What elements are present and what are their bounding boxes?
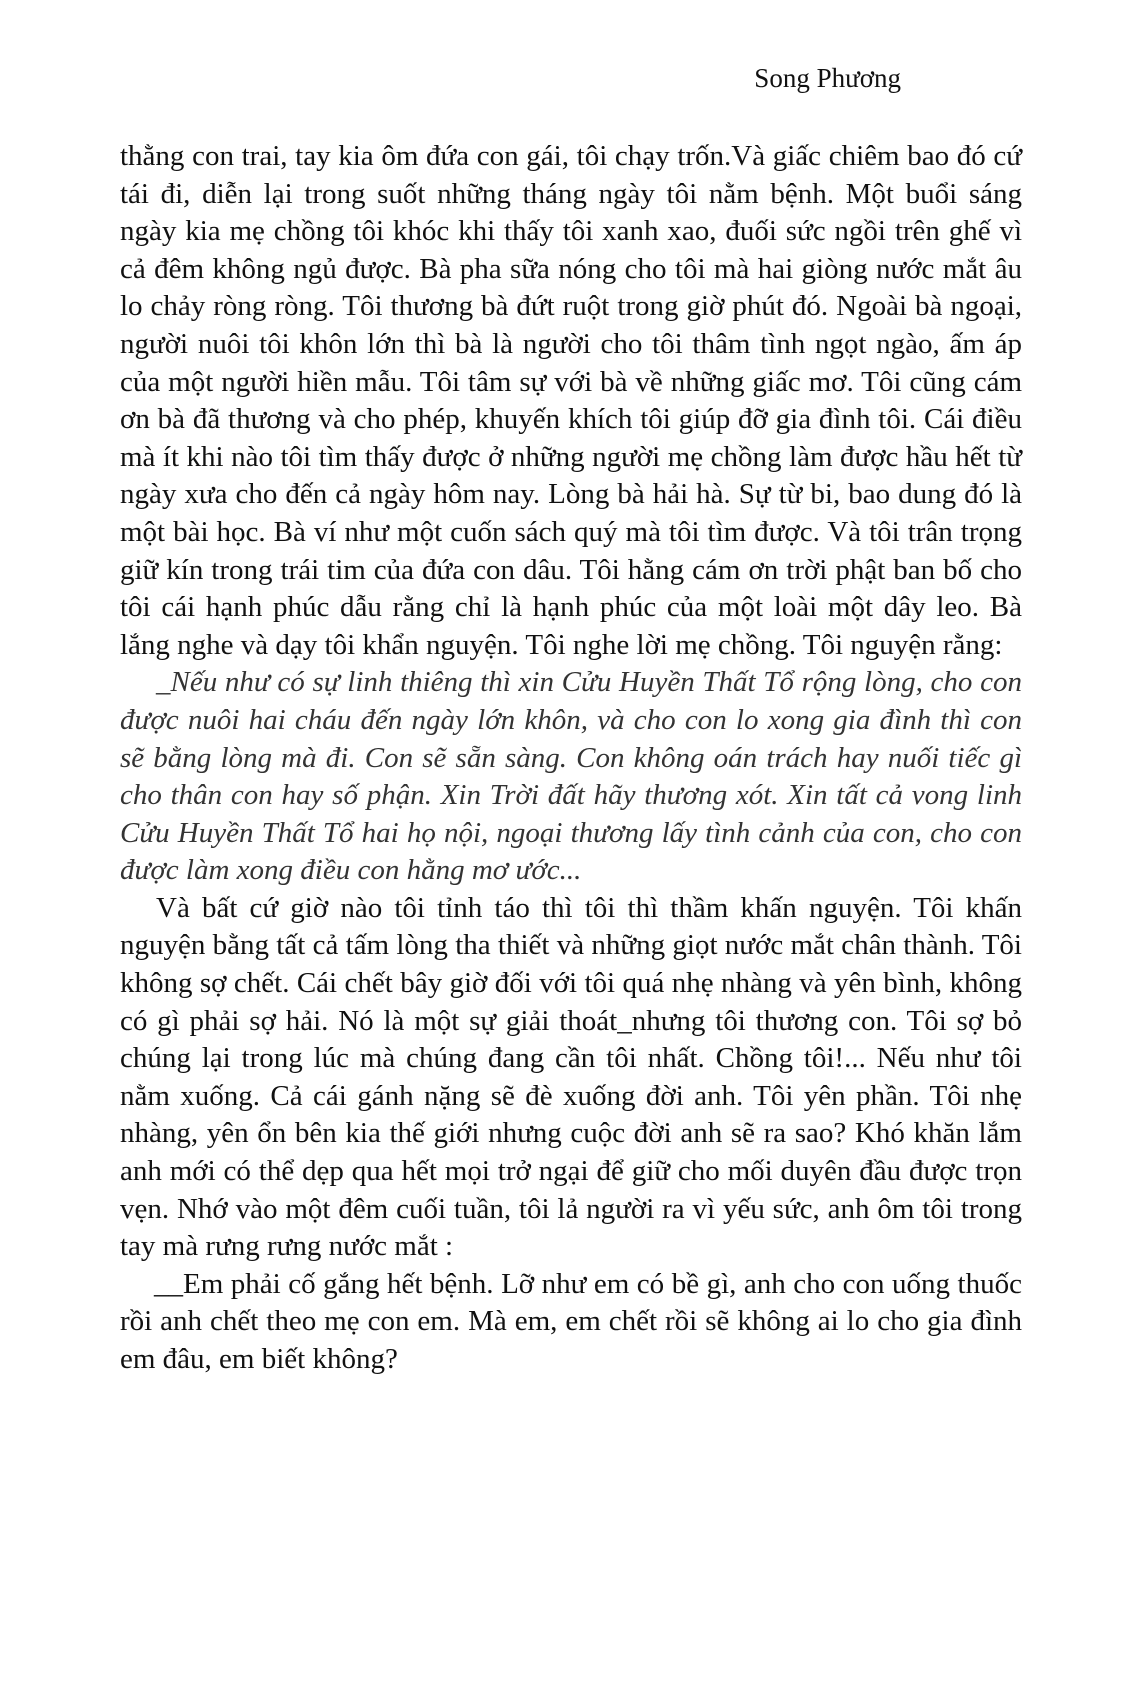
paragraph-prayer: _Nếu như có sự linh thiêng thì xin Cửu Huyền Thất Tổ rộng lòng, cho con được nuôi hai cháu đến ngày lớn khôn, và cho con lo xong gia đình thì con sẽ bằng lòng mà đi. Con sẽ sẵn sàng. Con không oán trách hay nuối tiếc gì cho thân con hay số phận. Xin Trời đất hãy thương xót. Xin tất cả vong linh Cửu Huyền Thất Tổ hai họ nội, ngoại thương lấy tình cảnh của con, cho con được làm xong điều con hằng mơ ước... [120, 666, 1022, 887]
running-header-author: Song Phương [754, 63, 901, 93]
paragraph-dialogue: __Em phải cố gắng hết bệnh. Lỡ như em có bề gì, anh cho con uống thuốc rồi anh chết theo mẹ con em. Mà em, em chết rồi sẽ không ai lo cho gia đình em đâu, em biết không? [120, 1267, 1022, 1375]
paragraph-narrative: Và bất cứ giờ nào tôi tỉnh táo thì tôi thì thầm khấn nguyện. Tôi khấn nguyện bằng tất cả tấm lòng tha thiết và những giọt nước mắt chân thành. Tôi không sợ chết. Cái chết bây giờ đối với tôi quá nhẹ nhàng và yên bình, không có gì phải sợ hải. Nó là một sự giải thoát_nhưng tôi thương con. Tôi sợ bỏ chúng lại trong lúc mà chúng đang cần tôi nhất. Chồng tôi!... Nếu như tôi nằm xuống. Cả cái gánh nặng sẽ đè xuống đời anh. Tôi yên phần. Tôi nhẹ nhàng, yên ổn bên kia thế giới nhưng cuộc đời anh sẽ ra sao? Khó khăn lắm anh mới có thể dẹp qua hết mọi trở ngại để giữ cho mối duyên đầu được trọn vẹn. Nhớ vào một đêm cuối tuần, tôi lả người ra vì yếu sức, anh ôm tôi trong tay mà rưng rưng nước mắt : [120, 891, 1022, 1263]
paragraph-narrative: thằng con trai, tay kia ôm đứa con gái, tôi chạy trốn.Và giấc chiêm bao đó cứ tái đi, diễn lại trong suốt những tháng ngày tôi nằm bệnh. Một buổi sáng ngày kia mẹ chồng tôi khóc khi thấy tôi xanh xao, đuối sức ngồi trên ghế vì cả đêm không ngủ được. Bà pha sữa nóng cho tôi mà hai giòng nước mắt âu lo chảy ròng ròng. Tôi thương bà đứt ruột trong giờ phút đó. Ngoài bà ngoại, người nuôi tôi khôn lớn thì bà là người cho tôi thâm tình ngọt ngào, ấm áp của một người hiền mẫu. Tôi tâm sự với bà về những giấc mơ. Tôi cũng cám ơn bà đã thương và cho phép, khuyến khích tôi giúp đỡ gia đình tôi. Cái điều mà ít khi nào tôi tìm thấy được ở những người mẹ chồng làm được hầu hết từ ngày xưa cho đến cả ngày hôm nay. Lòng bà hải hà. Sự từ bi, bao dung đó là một bài học. Bà ví như một cuốn sách quý mà tôi tìm được. Và tôi trân trọng giữ kín trong trái tim của đứa con dâu. Tôi hằng cám ơn trời phật ban bố cho tôi cái hạnh phúc dẫu rằng chỉ là hạnh phúc của một loài một dây leo. Bà lắng nghe và dạy tôi khẩn nguyện. Tôi nghe lời mẹ chồng. Tôi nguyện rằng: [120, 140, 1022, 661]
page-body [120, 138, 1022, 1379]
